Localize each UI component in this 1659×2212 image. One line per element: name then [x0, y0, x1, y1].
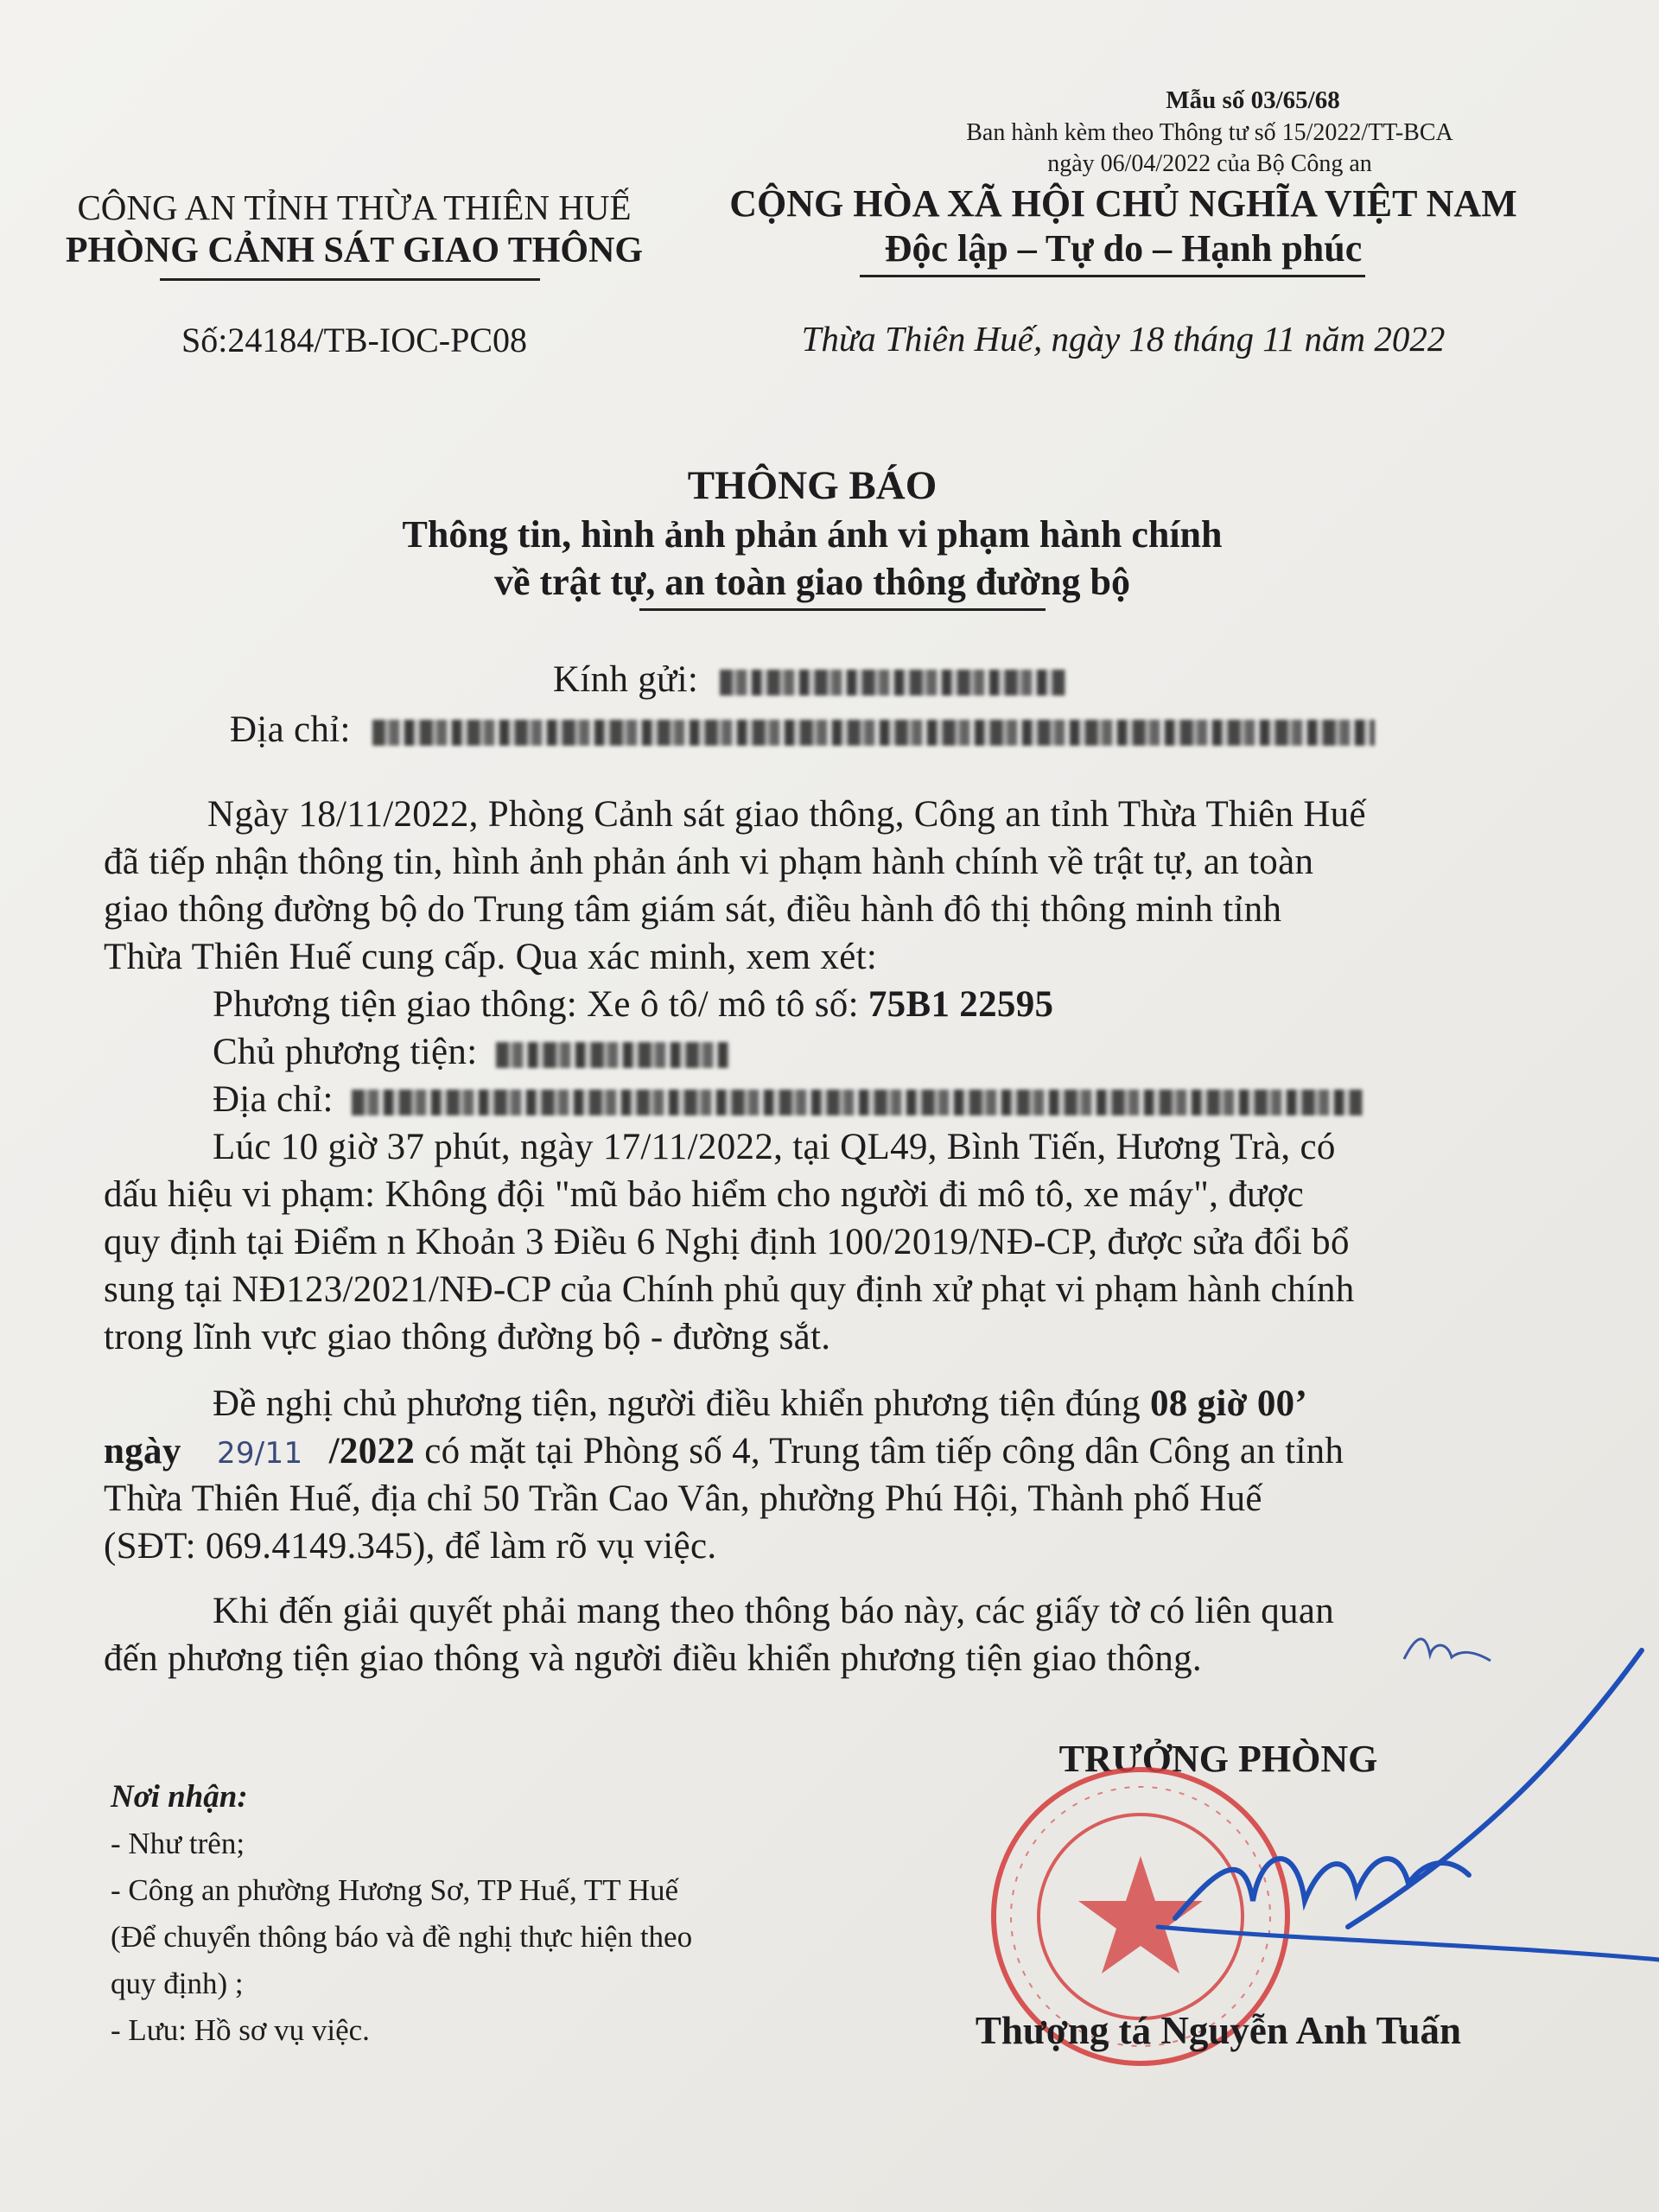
national-motto: Độc lập – Tự do – Hạnh phúc	[884, 227, 1363, 270]
signature-position: TRƯỞNG PHÒNG	[1058, 1738, 1378, 1780]
recipient-item-3: (Để chuyển thông báo và đề nghị thực hiện theo	[111, 1920, 693, 1954]
redacted-recipient-name	[720, 670, 1065, 696]
vehicle-line	[213, 983, 1053, 1026]
agency-parent: CÔNG AN TỈNH THỪA THIÊN HUẾ	[77, 188, 632, 227]
recipient-item-5: - Lưu: Hồ sơ vụ việc.	[111, 2013, 370, 2047]
signer-name: Thượng tá Nguyễn Anh Tuấn	[975, 2009, 1462, 2052]
recipient-item-1: - Như trên;	[111, 1827, 245, 1860]
handwritten-signature	[1123, 1642, 1659, 2039]
p2-line-2: dấu hiệu vi phạm: Không đội "mũ bảo hiểm cho người đi mô tô, xe máy", được	[104, 1174, 1305, 1215]
p3-line-3: Thừa Thiên Huế, địa chỉ 50 Trần Cao Vân, phường Phú Hội, Thành phố Huế	[104, 1478, 1262, 1519]
recipient-address	[230, 709, 1375, 751]
p1-line-3: giao thông đường bộ do Trung tâm giám sát, điều hành đô thị thông minh tỉnh	[104, 889, 1282, 930]
p3-line-1	[213, 1382, 1307, 1425]
appointment-year: /2022	[328, 1431, 416, 1471]
p1-line-1: Ngày 18/11/2022, Phòng Cảnh sát giao thông, Công an tỉnh Thừa Thiên Huế	[207, 794, 1366, 835]
p3-line-1-text: Đề nghị chủ phương tiện, người điều khiển phương tiện đúng	[213, 1383, 1150, 1424]
p1-line-2: đã tiếp nhận thông tin, hình ảnh phản ánh vi phạm hành chính về trật tự, an toàn	[104, 842, 1314, 882]
p3-line-2-text: có mặt tại Phòng số 4, Trung tâm tiếp công dân Công an tỉnh	[415, 1431, 1344, 1471]
motto-underline	[860, 275, 1365, 277]
form-code: Mẫu số 03/65/68	[1166, 86, 1340, 114]
recipient-to-label: Kính gửi:	[553, 659, 699, 700]
p2-line-4: sung tại NĐ123/2021/NĐ-CP của Chính phủ quy định xử phạt vi phạm hành chính	[104, 1269, 1355, 1310]
p1-line-4: Thừa Thiên Huế cung cấp. Qua xác minh, xem xét:	[104, 937, 878, 977]
redacted-owner-name	[496, 1042, 729, 1068]
form-issued-line: Ban hành kèm theo Thông tư số 15/2022/TT-BCA	[966, 119, 1453, 146]
p4-line-1: Khi đến giải quyết phải mang theo thông báo này, các giấy tờ có liên quan	[213, 1591, 1335, 1631]
appointment-time: 08 giờ 00’	[1149, 1383, 1308, 1424]
recipients-title: Nơi nhận:	[111, 1779, 248, 1815]
owner-label: Chủ phương tiện:	[213, 1032, 478, 1072]
title-underline	[639, 608, 1046, 611]
redacted-recipient-address	[372, 720, 1375, 746]
p2-line-5: trong lĩnh vực giao thông đường bộ - đường sắt.	[104, 1317, 831, 1357]
p2-line-3: quy định tại Điểm n Khoản 3 Điều 6 Nghị định 100/2019/NĐ-CP, được sửa đổi bổ	[104, 1222, 1350, 1262]
notice-subtitle-1: Thông tin, hình ảnh phản ánh vi phạm hành chính	[402, 513, 1223, 556]
recipient-address-label: Địa chỉ:	[230, 709, 351, 750]
owner-address-line	[213, 1078, 1363, 1121]
notice-subtitle-2: về trật tự, an toàn giao thông đường bộ	[493, 561, 1130, 603]
agency-underline	[160, 278, 540, 281]
recipient-item-4: quy định) ;	[111, 1967, 244, 2000]
appointment-day-label: ngày	[104, 1431, 181, 1471]
recipient-to	[553, 658, 1065, 701]
document-number: Số:24184/TB-IOC-PC08	[181, 321, 528, 359]
redacted-owner-address	[352, 1090, 1363, 1116]
owner-line	[213, 1031, 729, 1073]
owner-address-label: Địa chỉ:	[213, 1079, 334, 1120]
p2-line-1: Lúc 10 giờ 37 phút, ngày 17/11/2022, tại QL49, Bình Tiến, Hương Trà, có	[213, 1127, 1336, 1167]
place-date: Thừa Thiên Huế, ngày 18 tháng 11 năm 2022	[801, 319, 1446, 359]
national-title: CỘNG HÒA XÃ HỘI CHỦ NGHĨA VIỆT NAM	[729, 182, 1517, 225]
recipient-item-2: - Công an phường Hương Sơ, TP Huế, TT Huế	[111, 1873, 679, 1907]
vehicle-plate: 75B1 22595	[868, 984, 1054, 1025]
agency-name: PHÒNG CẢNH SÁT GIAO THÔNG	[65, 231, 644, 270]
p3-line-2	[104, 1430, 1344, 1472]
vehicle-label: Phương tiện giao thông: Xe ô tô/ mô tô số:	[213, 984, 868, 1025]
handwritten-date: 29/11	[216, 1436, 303, 1471]
form-issued-date: ngày 06/04/2022 của Bộ Công an	[1047, 150, 1372, 177]
notice-heading: THÔNG BÁO	[687, 463, 938, 508]
p3-line-4: (SĐT: 069.4149.345), để làm rõ vụ việc.	[104, 1526, 717, 1567]
p4-line-2: đến phương tiện giao thông và người điều khiển phương tiện giao thông.	[104, 1638, 1202, 1679]
